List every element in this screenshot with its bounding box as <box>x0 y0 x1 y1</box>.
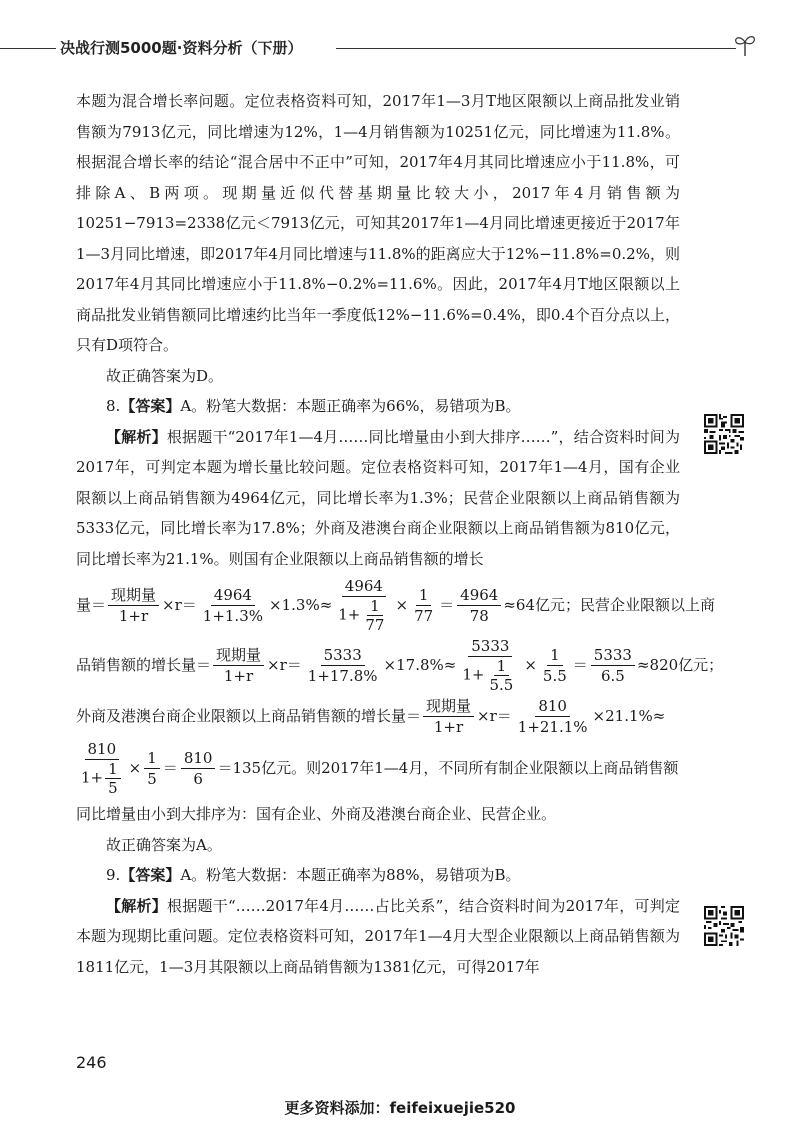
fraction: $\frac{1}{77}$ <box>414 585 434 625</box>
fraction: $\frac{810}{1+21.1\%}$ <box>517 697 588 736</box>
qr-code-icon <box>704 414 744 454</box>
qr-code-icon <box>704 906 744 946</box>
q8-number: 8. <box>106 397 121 415</box>
q8-answer <box>76 391 680 422</box>
q8-analysis <box>76 422 680 575</box>
header-rule-left <box>0 48 56 49</box>
fraction: $\frac{\text{现期量}}{1+r}$ <box>213 645 264 686</box>
q9-analysis-text: 根据题干“……2017年4月……占比关系”，结合资料时间为2017年，可判定本题为现期比重问题。定位表格资料可知，2017年1—4月大型企业限额以上商品销售额为1811亿元，1—3月其限额以上商品销售额为1381亿元，可得2017年 <box>76 896 680 976</box>
fraction: $\frac{4964}{78}$ <box>457 585 501 626</box>
qr-code-q9[interactable] <box>704 906 744 946</box>
formula-lead: 品销售额的增长量＝ <box>76 655 212 674</box>
fraction: $\frac{4964}{1+1.3\%}$ <box>202 585 264 625</box>
fraction: $\frac{5333}{1+17.8\%}$ <box>307 645 378 685</box>
answer-tag: 【答案】 <box>120 866 181 884</box>
formula-private: 品销售额的增长量＝ $\frac{\text{现期量}}{1+r}$ ×r＝ $\frac{5333}{1+17.8\%}$ ×17.8%≈ 5333 1+ $\frac{1}{5.5}$ × $\frac{1}{5.5}$ ＝ $\frac{5333}{6.5}$ ≈820亿元； <box>76 637 724 694</box>
formula-tail: ≈820亿元； <box>636 655 724 674</box>
q9-answer <box>76 860 680 891</box>
answer-tag: 【答案】 <box>120 397 181 415</box>
formula-tail: ≈64亿元；民营企业限额以上商 <box>503 595 716 614</box>
fraction: $\frac{1}{5}$ <box>144 748 160 789</box>
q8-analysis-text: 根据题干“2017年1—4月……同比增量由小到大排序……”，结合资料时间为2017年，可判定本题为增长量比较问题。定位表格资料可知，2017年1—4月，国有企业限额以上商品销售额为4964亿元，同比增长率为1.3%；民营企业限额以上商品销售额为5333亿元，同比增长率为17.8%；外商及港澳台商企业限额以上商品销售额为810亿元，同比增长率为21.1%。则国有企业限额以上商品销售额的增长 <box>76 427 680 568</box>
formula-tail: ＝135亿元。则2017年1—4月，不同所有制企业限额以上商品销售额 <box>217 758 679 777</box>
footer-promo: 更多资料添加：feifeixuejie520 <box>284 1099 516 1117</box>
formula-lead: 外商及港澳台商企业限额以上商品销售额的增长量＝ <box>76 707 422 726</box>
qr-code-q8[interactable] <box>704 414 744 454</box>
sprout-icon <box>732 32 758 58</box>
q9-answer-text: A。粉笔大数据：本题正确率为88%，易错项为B。 <box>180 866 521 884</box>
analysis-tag: 【解析】 <box>106 896 168 915</box>
running-header <box>0 34 800 62</box>
paragraph-q7-analysis: 本题为混合增长率问题。定位表格资料可知，2017年1—3月T地区限额以上商品批发业销售额为7913亿元，同比增速为12%，1—4月销售额为10251亿元，同比增速为11.8%。根据混合增长率的结论“混合居中不正中”可知，2017年4月其同比增速应小于11.8%，可排除A、B两项。现期量近似代替基期量比较大小，2017年4月销售额为10251−7913=2338亿元＜7913亿元，可知其2017年1—4月同比增速更接近于2017年1—3月同比增速，即2017年4月同比增速与11.8%的距离应大于12%−11.8%=0.2%，则2017年4月其同比增速应小于11.8%−0.2%=11.6%。因此，2017年4月T地区限额以上商品批发业销售额同比增速约比当年一季度低12%−11.6%=0.4%，即0.4个百分点以上，只有D项符合。 <box>76 92 680 354</box>
q8-conclusion: 故正确答案为A。 <box>106 835 222 854</box>
formula-foreign: 外商及港澳台商企业限额以上商品销售额的增长量＝ $\frac{\text{现期量}}{1+r}$ ×r＝ $\frac{810}{1+21.1\%}$ ×21.1%≈ <box>76 697 666 736</box>
fraction: $\frac{\text{现期量}}{1+r}$ <box>108 585 159 626</box>
analysis-tag: 【解析】 <box>106 427 167 446</box>
formula-state-owned: 量＝ $\frac{\text{现期量}}{1+r}$ ×r＝ $\frac{4964}{1+1.3\%}$ ×1.3%≈ 4964 1+ $\frac{1}{77}$ × $\frac{1}{77}$ ＝ $\frac{4964}{78}$ ≈64亿元；民营企业限额以上商 <box>76 577 716 634</box>
q8-ranking: 同比增量由小到大排序为：国有企业、外商及港澳台商企业、民营企业。 <box>76 805 557 823</box>
formula-foreign-continued: 810 1+ $\frac{1}{5}$ × $\frac{1}{5}$ ＝ $\frac{810}{6}$ ＝135亿元。则2017年1—4月，不同所有制企业限额以上商品销售额 <box>76 739 680 797</box>
q9-analysis <box>76 891 680 983</box>
fraction: $\frac{1}{5.5}$ <box>542 645 567 685</box>
fraction: $\frac{\text{现期量}}{1+r}$ <box>423 696 474 737</box>
q8-answer-text: A。粉笔大数据：本题正确率为66%，易错项为B。 <box>180 397 521 415</box>
page-number: 246 <box>76 1053 107 1072</box>
fraction: 5333 1+ $\frac{1}{5.5}$ <box>462 637 514 694</box>
fraction: 4964 1+ $\frac{1}{77}$ <box>338 577 385 634</box>
fraction: $\frac{5333}{6.5}$ <box>591 645 635 686</box>
fraction: 810 1+ $\frac{1}{5}$ <box>78 739 126 797</box>
page-body <box>76 86 724 982</box>
formula-lead: 量＝ <box>76 595 107 614</box>
formula-tail: ×21.1%≈ <box>592 707 666 726</box>
header-title: 决战行测5000题·资料分析（下册） <box>60 39 303 57</box>
fraction: $\frac{810}{6}$ <box>181 748 216 789</box>
q7-conclusion: 故正确答案为D。 <box>106 366 224 385</box>
q9-number: 9. <box>106 866 121 884</box>
header-rule-right <box>336 48 736 49</box>
